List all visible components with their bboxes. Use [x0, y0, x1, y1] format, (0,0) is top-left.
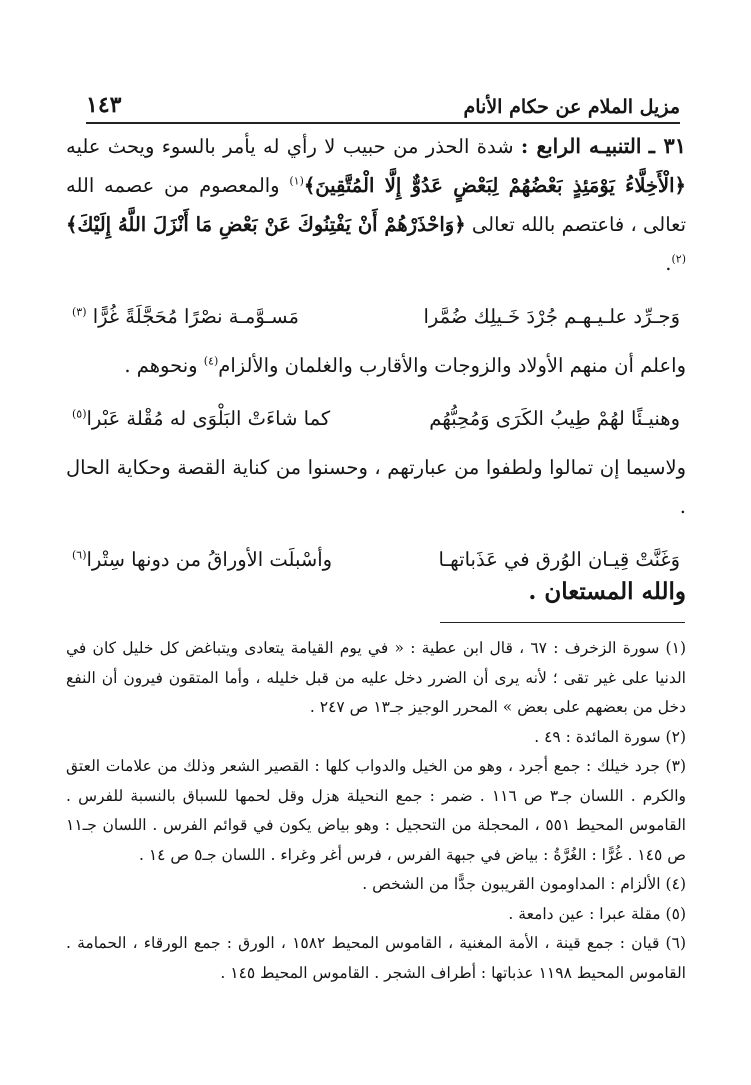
hemistich-text: وأسْبلَت الأوراقُ من دونها سِتْرا — [86, 548, 333, 571]
footnote-number: (٤) — [665, 875, 686, 893]
footnote-number: (٢) — [665, 727, 686, 746]
note-number: ٣١ ـ — [648, 133, 686, 158]
footnote-text: سورة المائدة : ٤٩ . — [534, 727, 661, 746]
paragraph-text: ولاسيما إن تمالوا ولطفوا من عبارتهم ، وحسنوا من كناية القصة وحكاية الحال . — [66, 456, 686, 518]
footnote-ref-4[interactable]: (٤) — [203, 354, 219, 368]
running-title: مزيل الملام عن حكام الأنام — [463, 96, 680, 118]
paragraph-text: شدة الحذر من حبيب لا رأي له يأمر بالسوء ويحث عليه — [66, 135, 514, 158]
footnote-number: (٦) — [665, 934, 686, 952]
footnote-3 — [66, 752, 686, 870]
poem-verse-3 — [66, 540, 686, 579]
paragraph-text: واعلم أن منهم الأولاد والزوجات والأقارب والغلمان والألزام — [218, 354, 686, 377]
verse-second-hemistich — [72, 297, 299, 336]
quran-verse-zukhruf: ﴿الْأَخِلَّاءُ يَوْمَئِذٍ بَعْضُهُمْ لِبَعْضٍ عَدُوٌّ إِلَّا الْمُتَّقِينَ﴾ — [303, 174, 686, 197]
poem-verse-1 — [66, 297, 686, 336]
footnote-text: قيان : جمع قينة ، الأمة المغنية ، القاموس المحيط ١٥٨٢ ، الورق : جمع الورقاء ، الحمامة . القاموس المحيط ١١٩٨ عذباتها : أطراف الشجر . القاموس المحيط ١٤٥ . — [66, 934, 686, 982]
footnote-1 — [66, 634, 686, 723]
verse-second-hemistich — [72, 540, 332, 579]
verse-first-hemistich: وَغَنَّتْ قِيـان الوُرق في عَذَباتهـا — [438, 548, 680, 571]
footnote-text: جرد خيلك : جمع أجرد ، وهو من الخيل والدواب كلها : القصير الشعر وذلك من علامات العتق والكرم . اللسان جـ٣ ص ١١٦ . ضمر : جمع النحيلة هزل وقل لحمها للسباق بالنسبة للفرس . القاموس المحيط ٥٥١ ، المحجلة من التحجيل : وهو بياض يكون في قوائم الفرس . اللسان جـ١١ ص ١٤٥ . غُرًّا : الغُرَّةُ : بياض في جبهة الفرس ، فرس أغر وغراء . اللسان جـ٥ ص ١٤ . — [66, 757, 687, 864]
verse-first-hemistich: وهنيـئًا لهُمْ طِيبُ الكَرَى وَمُحِبُّهُم — [429, 407, 680, 430]
paragraph-tail: ونحوهم . — [124, 354, 198, 377]
footnote-ref-3[interactable]: (٣) — [72, 305, 87, 319]
footnote-5 — [66, 900, 686, 930]
footnotes — [66, 634, 686, 988]
footnote-text: مقلة عبرا : عين دامعة . — [508, 904, 661, 923]
paragraph-relatives — [66, 346, 686, 385]
hemistich-text: كما شاءَتْ البَلْوَى له مُقْلة عَبْرا — [86, 407, 331, 430]
footnote-4 — [66, 870, 686, 900]
footnote-number: (٣) — [665, 757, 686, 775]
hemistich-text: مَسـوَّمـة نصْرًا مُحَجَّلَةً غُرًّا — [92, 305, 299, 328]
paragraph-fourth-note — [66, 126, 686, 283]
main-text — [66, 126, 686, 589]
footnote-ref-6[interactable]: (٦) — [72, 548, 87, 562]
footnote-number: (٥) — [665, 904, 686, 923]
footnote-2 — [66, 723, 686, 753]
period: . — [665, 252, 672, 275]
verse-first-hemistich: وَجـرِّد علـيـهـم جُرْدَ خَـيلِك ضُمَّرا — [423, 305, 680, 328]
footnote-separator — [440, 622, 685, 623]
footnote-ref-5[interactable]: (٥) — [72, 407, 87, 421]
footnote-text: سورة الزخرف : ٦٧ ، قال ابن عطية : « في يوم القيامة يتعادى ويتباغض كل خليل كان في الدنيا على غير تقى ؛ لأنه يرى أن الضرر دخل عليه من قبل خليله ، وأما المتقون فيرون أن النفع دخل من بعضهم على بعض » المحرر الوجيز جـ١٣ ص ٢٤٧ . — [66, 639, 686, 716]
poem-verse-2 — [66, 399, 686, 438]
page-header — [86, 78, 680, 124]
footnote-6 — [66, 929, 686, 988]
footnote-text: الألزام : المداومون القريبون جدًّا من الشخص . — [362, 875, 661, 893]
closing-phrase: والله المستعان . — [528, 578, 686, 605]
footnote-ref-2[interactable]: (٢) — [671, 252, 686, 266]
footnote-ref-1[interactable]: (١) — [289, 174, 304, 188]
page-number: ١٤٣ — [86, 92, 122, 118]
quran-verse-maidah: ﴿وَاحْذَرْهُمْ أَنْ يَفْتِنُوكَ عَنْ بَعْضِ مَا أَنْزَلَ اللَّهُ إِلَيْكَ﴾ — [66, 213, 466, 236]
note-heading: التنبيـه الرابع : — [520, 134, 642, 158]
footnote-number: (١) — [665, 639, 686, 657]
verse-second-hemistich — [72, 399, 330, 438]
paragraph-text: والمعصوم من عصمه الله تعالى ، فاعتصم بالله تعالى — [66, 174, 686, 236]
paragraph-eloquence — [66, 448, 686, 526]
